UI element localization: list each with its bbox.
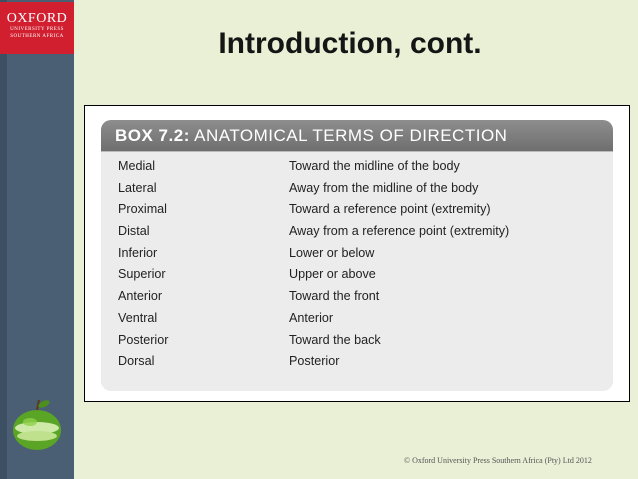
definition: Upper or above xyxy=(289,267,376,282)
term: Superior xyxy=(118,267,166,282)
slide-title: Introduction, cont. xyxy=(218,27,482,60)
term: Medial xyxy=(118,159,156,173)
copyright-footer: © Oxford University Press Southern Africa (Pty) Ltd 2012 xyxy=(404,456,592,465)
definition: Away from a reference point (extremity) xyxy=(289,224,510,239)
terms-box xyxy=(101,120,613,391)
term-row xyxy=(101,286,613,308)
logo-line1: UNIVERSITY PRESS xyxy=(10,27,64,32)
term-row xyxy=(101,221,613,243)
term-row xyxy=(101,351,613,373)
definition: Toward a reference point (extremity) xyxy=(289,202,491,217)
term-row xyxy=(101,330,613,352)
term-row xyxy=(101,308,613,330)
term: Distal xyxy=(118,224,150,239)
definition: Posterior xyxy=(289,354,340,369)
term: Dorsal xyxy=(118,354,155,369)
term-row xyxy=(101,178,613,200)
term-row xyxy=(101,243,613,265)
definition: Toward the back xyxy=(289,332,381,347)
definition: Anterior xyxy=(289,310,334,325)
box-frame xyxy=(84,105,630,402)
box-label: BOX 7.2: xyxy=(115,126,190,145)
definition: Toward the front xyxy=(289,289,380,304)
term: Proximal xyxy=(118,202,167,217)
box-heading: ANATOMICAL TERMS OF DIRECTION xyxy=(194,126,508,145)
term-row xyxy=(101,264,613,286)
term: Anterior xyxy=(118,289,163,304)
term: Posterior xyxy=(118,332,169,347)
term-row xyxy=(101,156,613,178)
sidebar xyxy=(0,0,74,479)
term-row xyxy=(101,199,613,221)
logo-line2: SOUTHERN AFRICA xyxy=(10,34,64,39)
logo-main-text: OXFORD xyxy=(6,11,68,26)
term: Ventral xyxy=(118,310,158,325)
green-apple-icon xyxy=(6,394,68,454)
terms-list xyxy=(101,152,613,373)
definition: Away from the midline of the body xyxy=(289,180,479,195)
box-header xyxy=(101,120,613,152)
definition: Lower or below xyxy=(289,245,375,260)
term: Inferior xyxy=(118,245,158,260)
definition: Toward the midline of the body xyxy=(289,159,460,173)
term: Lateral xyxy=(118,180,157,195)
